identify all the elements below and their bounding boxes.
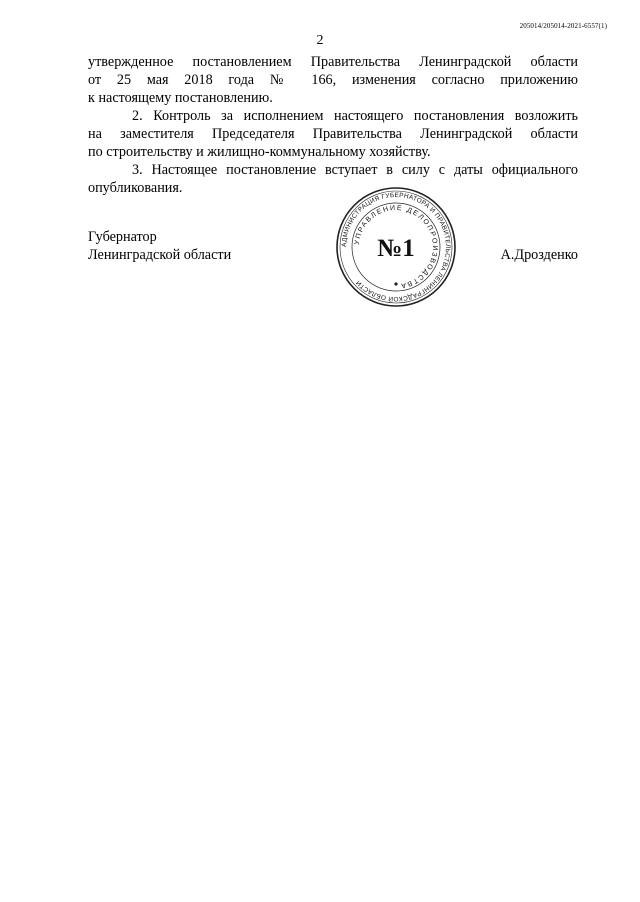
seal-inner-text: УПРАВЛЕНИЕ ДЕЛОПРОИЗВОДСТВА <box>353 204 439 289</box>
document-body <box>88 53 578 197</box>
text-line: утвержденное постановлением Правительства Ленинградской области <box>88 54 578 70</box>
signature-name: А.Дрозденко <box>500 247 578 263</box>
signature-position <box>88 228 231 264</box>
text-line: от 25 мая 2018 года № 166, изменения согласно приложению <box>88 72 578 88</box>
text-line: к настоящему постановлению. <box>88 90 273 106</box>
page-number: 2 <box>316 33 324 48</box>
paragraph-2 <box>88 107 578 161</box>
seal-number: №1 <box>377 235 415 262</box>
seal-outer-text: АДМИНИСТРАЦИЯ ГУБЕРНАТОРА И ПРАВИТЕЛЬСТВА ЛЕНИНГРАДСКОЙ ОБЛАСТИ <box>340 191 452 303</box>
text-line: на заместителя Председателя Правительства Ленинградской области <box>88 126 578 142</box>
official-seal <box>333 186 459 308</box>
signature-title: Губернатор <box>88 229 157 245</box>
signature-region: Ленинградской области <box>88 247 232 263</box>
seal-dot <box>394 282 397 285</box>
text-line: 3. Настоящее постановление вступает в силу с даты официального <box>132 162 578 178</box>
text-line: опубликования. <box>88 180 183 196</box>
paragraph-1 <box>88 53 578 107</box>
document-id: 205014/205014-2021-6557(1) <box>519 22 607 30</box>
text-line: 2. Контроль за исполнением настоящего постановления возложить <box>132 108 578 124</box>
text-line: по строительству и жилищно-коммунальному хозяйству. <box>88 144 431 160</box>
